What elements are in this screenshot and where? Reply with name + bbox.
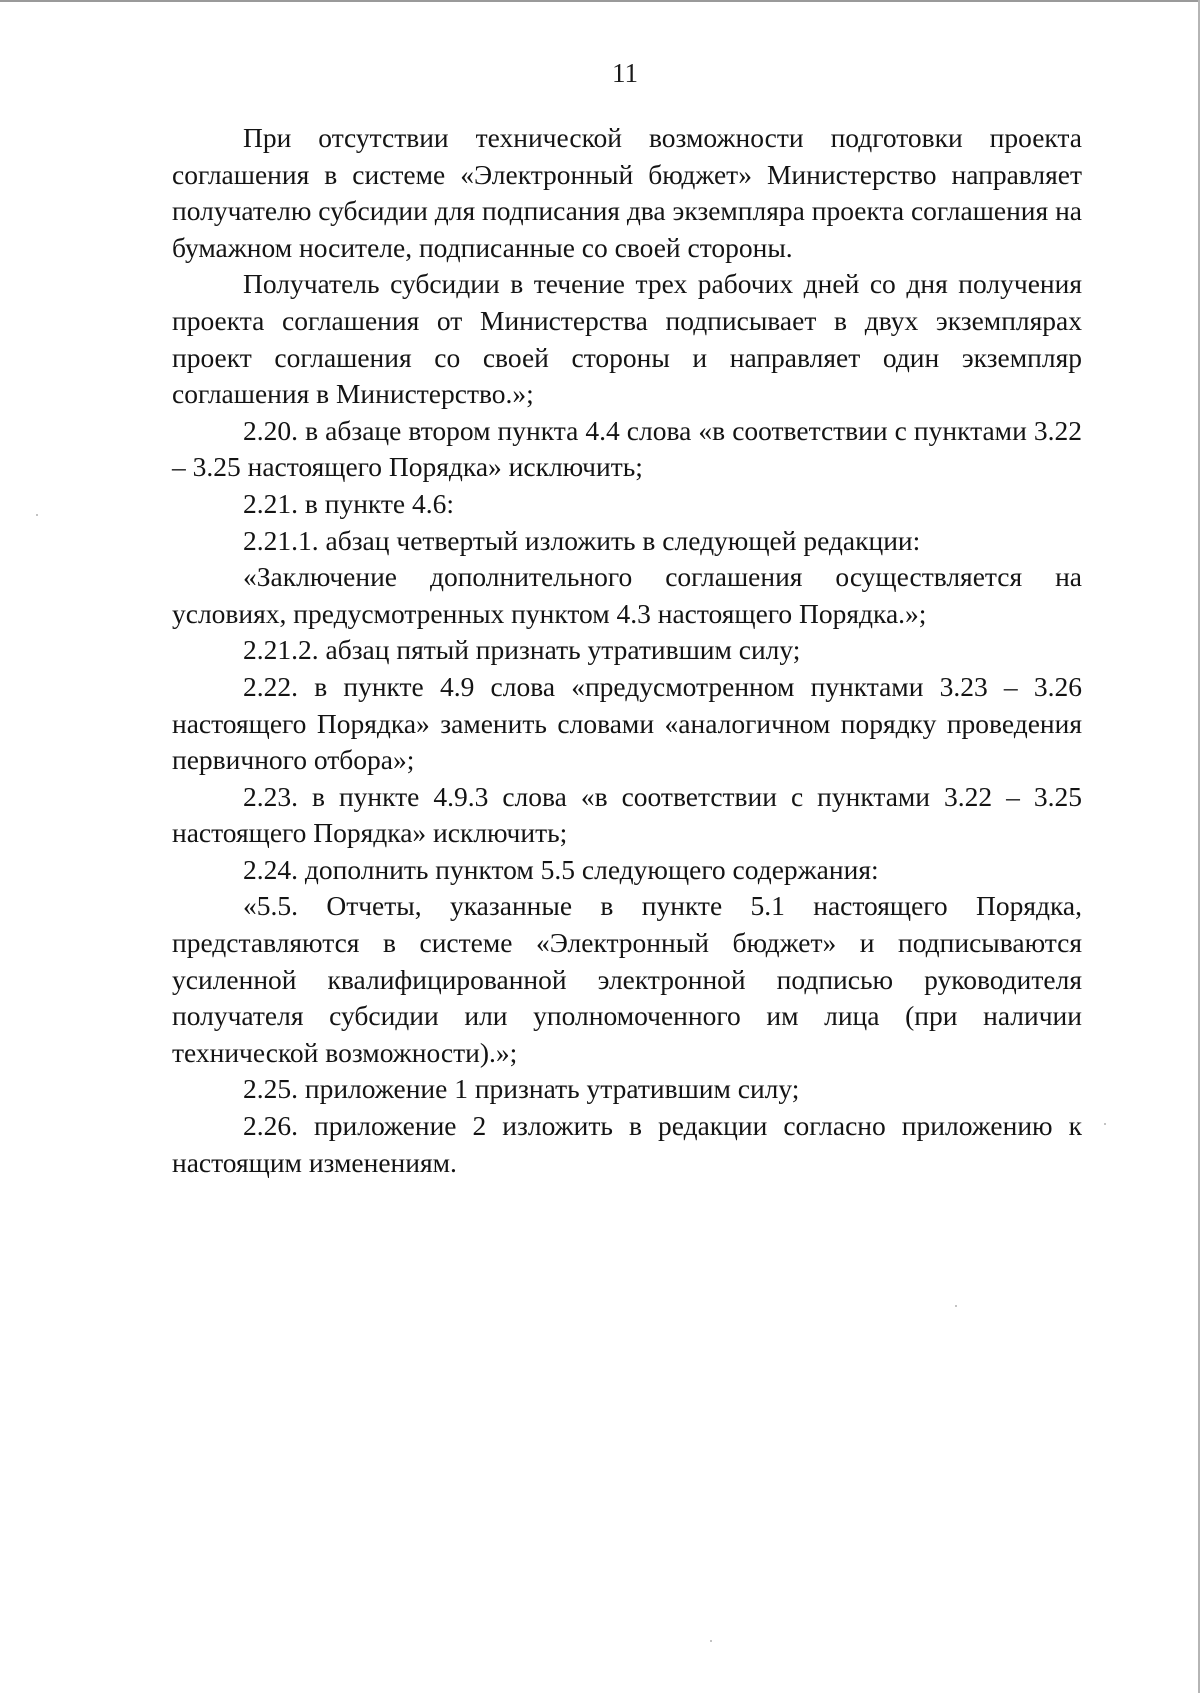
paragraph-2-25: 2.25. приложение 1 признать утратившим силу;	[243, 1073, 800, 1105]
scan-speck	[1104, 1123, 1106, 1125]
scan-speck	[955, 1305, 957, 1307]
scan-speck	[36, 514, 38, 516]
paragraph-2-21: 2.21. в пункте 4.6:	[243, 487, 455, 519]
paragraph-additional-agreement: «Заключение дополнительного соглашения осуществляется на условиях, предусмотренных пунктом 4.3 настоящего Порядка.»;	[172, 561, 1082, 629]
paragraph-5-5-reports: «5.5. Отчеты, указанные в пункте 5.1 настоящего Порядка, представляются в системе «Электронный бюджет» и подписываются усиленной квалифицированной электронной подписью руководителя получателя субсидии или уполномоченного им лица (при наличии технической возможности).»;	[172, 890, 1082, 1068]
document-body	[172, 120, 1082, 1181]
paragraph-2-26: 2.26. приложение 2 изложить в редакции согласно приложению к настоящим изменениям.	[172, 1110, 1082, 1178]
paragraph-2-23: 2.23. в пункте 4.9.3 слова «в соответствии с пунктами 3.22 – 3.25 настоящего Порядка» исключить;	[172, 780, 1082, 849]
paragraph-recipient-signs: Получатель субсидии в течение трех рабочих дней со дня получения проекта соглашения от Министерства подписывает в двух экземплярах проект соглашения со своей стороны и направляет один экземпляр соглашения в Министерство.»;	[172, 268, 1082, 410]
paragraph-2-21-1: 2.21.1. абзац четвертый изложить в следующей редакции:	[243, 524, 921, 556]
paragraph-2-20: 2.20. в абзаце втором пункта 4.4 слова «в соответствии с пунктами 3.22 – 3.25 настоящего Порядка» исключить;	[172, 414, 1082, 483]
paragraph-2-21-2: 2.21.2. абзац пятый признать утратившим силу;	[243, 634, 801, 666]
paragraph-no-technical-possibility: При отсутствии технической возможности подготовки проекта соглашения в системе «Электронный бюджет» Министерство направляет получателю субсидии для подписания два экземпляра проекта соглашения на бумажном носителе, подписанные со своей стороны.	[172, 122, 1082, 263]
page-number: 11	[612, 58, 638, 88]
paragraph-2-22: 2.22. в пункте 4.9 слова «предусмотренном пунктами 3.23 – 3.26 настоящего Порядка» заменить словами «аналогичном порядку проведения первичного отбора»;	[172, 670, 1082, 776]
scan-edge-top	[0, 0, 1200, 2]
scan-speck	[710, 1640, 712, 1642]
paragraph-2-24: 2.24. дополнить пунктом 5.5 следующего содержания:	[243, 853, 879, 885]
